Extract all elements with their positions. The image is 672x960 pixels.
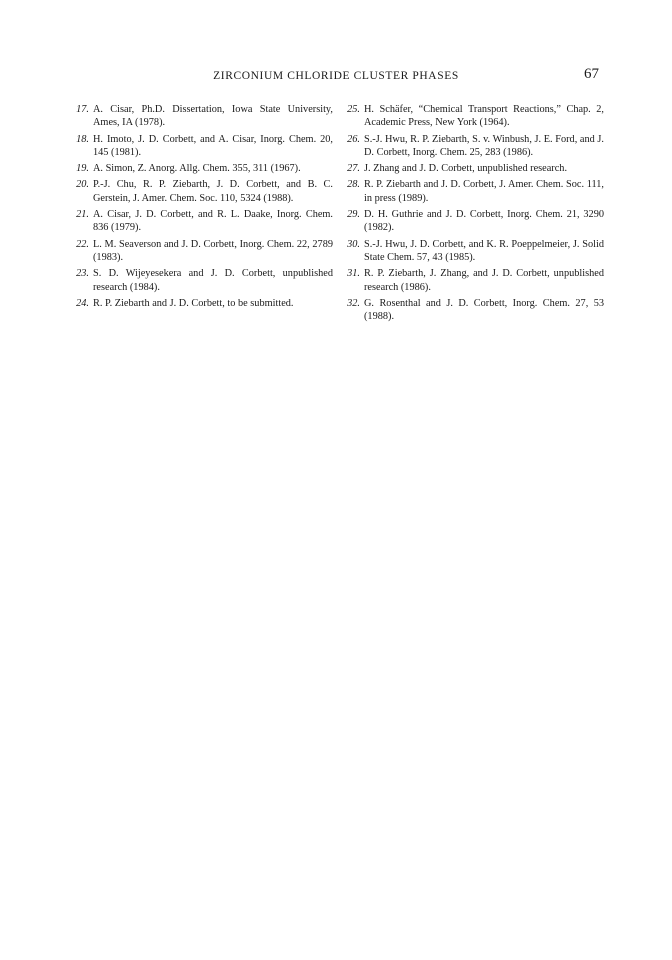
reference-item bbox=[346, 103, 604, 130]
reference-number: 30. bbox=[347, 238, 360, 250]
reference-number: 27. bbox=[347, 163, 360, 175]
reference-item bbox=[75, 297, 333, 310]
reference-number: 22. bbox=[76, 238, 89, 250]
reference-text: G. Rosenthal and J. D. Corbett, Inorg. Chem. 27, 53 (1988). bbox=[364, 297, 604, 323]
reference-item bbox=[346, 162, 604, 175]
reference-item bbox=[346, 133, 604, 160]
page-number: 67 bbox=[584, 66, 599, 82]
references-left-column bbox=[75, 103, 333, 313]
reference-number: 20. bbox=[76, 179, 89, 191]
reference-text: S.-J. Hwu, R. P. Ziebarth, S. v. Winbush, J. E. Ford, and J. D. Corbett, Inorg. Chem. 25, 283 (1986). bbox=[364, 133, 604, 158]
reference-number: 17. bbox=[76, 104, 89, 115]
reference-number: 26. bbox=[347, 133, 360, 145]
reference-text: A. Cisar, J. D. Corbett, and R. L. Daake, Inorg. Chem. 836 (1979). bbox=[93, 209, 333, 234]
references-right-column bbox=[346, 103, 604, 326]
reference-text: R. P. Ziebarth and J. D. Corbett, J. Amer. Chem. Soc. 111, in press (1989). bbox=[364, 179, 604, 204]
reference-item bbox=[75, 162, 333, 175]
reference-number: 19. bbox=[76, 163, 89, 175]
reference-text: D. H. Guthrie and J. D. Corbett, Inorg. Chem. 21, 3290 (1982). bbox=[364, 209, 604, 234]
reference-number: 28. bbox=[347, 179, 360, 191]
reference-item bbox=[346, 178, 604, 205]
reference-text: H. Schäfer, “Chemical Transport Reactions,” Chap. 2, Academic Press, New York (1964). bbox=[364, 104, 604, 129]
reference-number: 23. bbox=[76, 268, 89, 280]
reference-text: A. Simon, Z. Anorg. Allg. Chem. 355, 311 (1967). bbox=[93, 163, 301, 175]
reference-number: 29. bbox=[347, 209, 360, 221]
reference-number: 31. bbox=[347, 268, 360, 280]
reference-text: A. Cisar, Ph.D. Dissertation, Iowa State University, Ames, IA (1978). bbox=[93, 104, 333, 129]
reference-number: 18. bbox=[76, 133, 89, 145]
reference-item bbox=[346, 297, 604, 324]
reference-number: 25. bbox=[347, 104, 360, 115]
reference-number: 32. bbox=[347, 297, 360, 309]
reference-item bbox=[346, 238, 604, 265]
reference-item bbox=[75, 208, 333, 235]
page-header bbox=[0, 60, 672, 84]
reference-item bbox=[75, 103, 333, 130]
reference-number: 24. bbox=[76, 297, 89, 309]
reference-text: R. P. Ziebarth and J. D. Corbett, to be submitted. bbox=[93, 297, 294, 309]
reference-item bbox=[75, 133, 333, 160]
running-title: ZIRCONIUM CHLORIDE CLUSTER PHASES bbox=[213, 70, 459, 82]
reference-text: L. M. Seaverson and J. D. Corbett, Inorg. Chem. 22, 2789 (1983). bbox=[93, 238, 333, 263]
reference-item bbox=[75, 238, 333, 265]
reference-text: S.-J. Hwu, J. D. Corbett, and K. R. Poeppelmeier, J. Solid State Chem. 57, 43 (1985). bbox=[364, 238, 604, 263]
reference-text: P.-J. Chu, R. P. Ziebarth, J. D. Corbett, and B. C. Gerstein, J. Amer. Chem. Soc. 110, 5324 (1988). bbox=[93, 179, 333, 204]
reference-text: S. D. Wijeyesekera and J. D. Corbett, unpublished research (1984). bbox=[93, 268, 333, 293]
reference-text: H. Imoto, J. D. Corbett, and A. Cisar, Inorg. Chem. 20, 145 (1981). bbox=[93, 133, 333, 158]
reference-item bbox=[346, 208, 604, 235]
reference-item bbox=[75, 267, 333, 294]
reference-number: 21. bbox=[76, 209, 89, 221]
reference-text: J. Zhang and J. D. Corbett, unpublished research. bbox=[364, 163, 568, 175]
reference-text: R. P. Ziebarth, J. Zhang, and J. D. Corbett, unpublished research (1986). bbox=[364, 268, 604, 293]
reference-item bbox=[346, 267, 604, 294]
reference-item bbox=[75, 178, 333, 205]
